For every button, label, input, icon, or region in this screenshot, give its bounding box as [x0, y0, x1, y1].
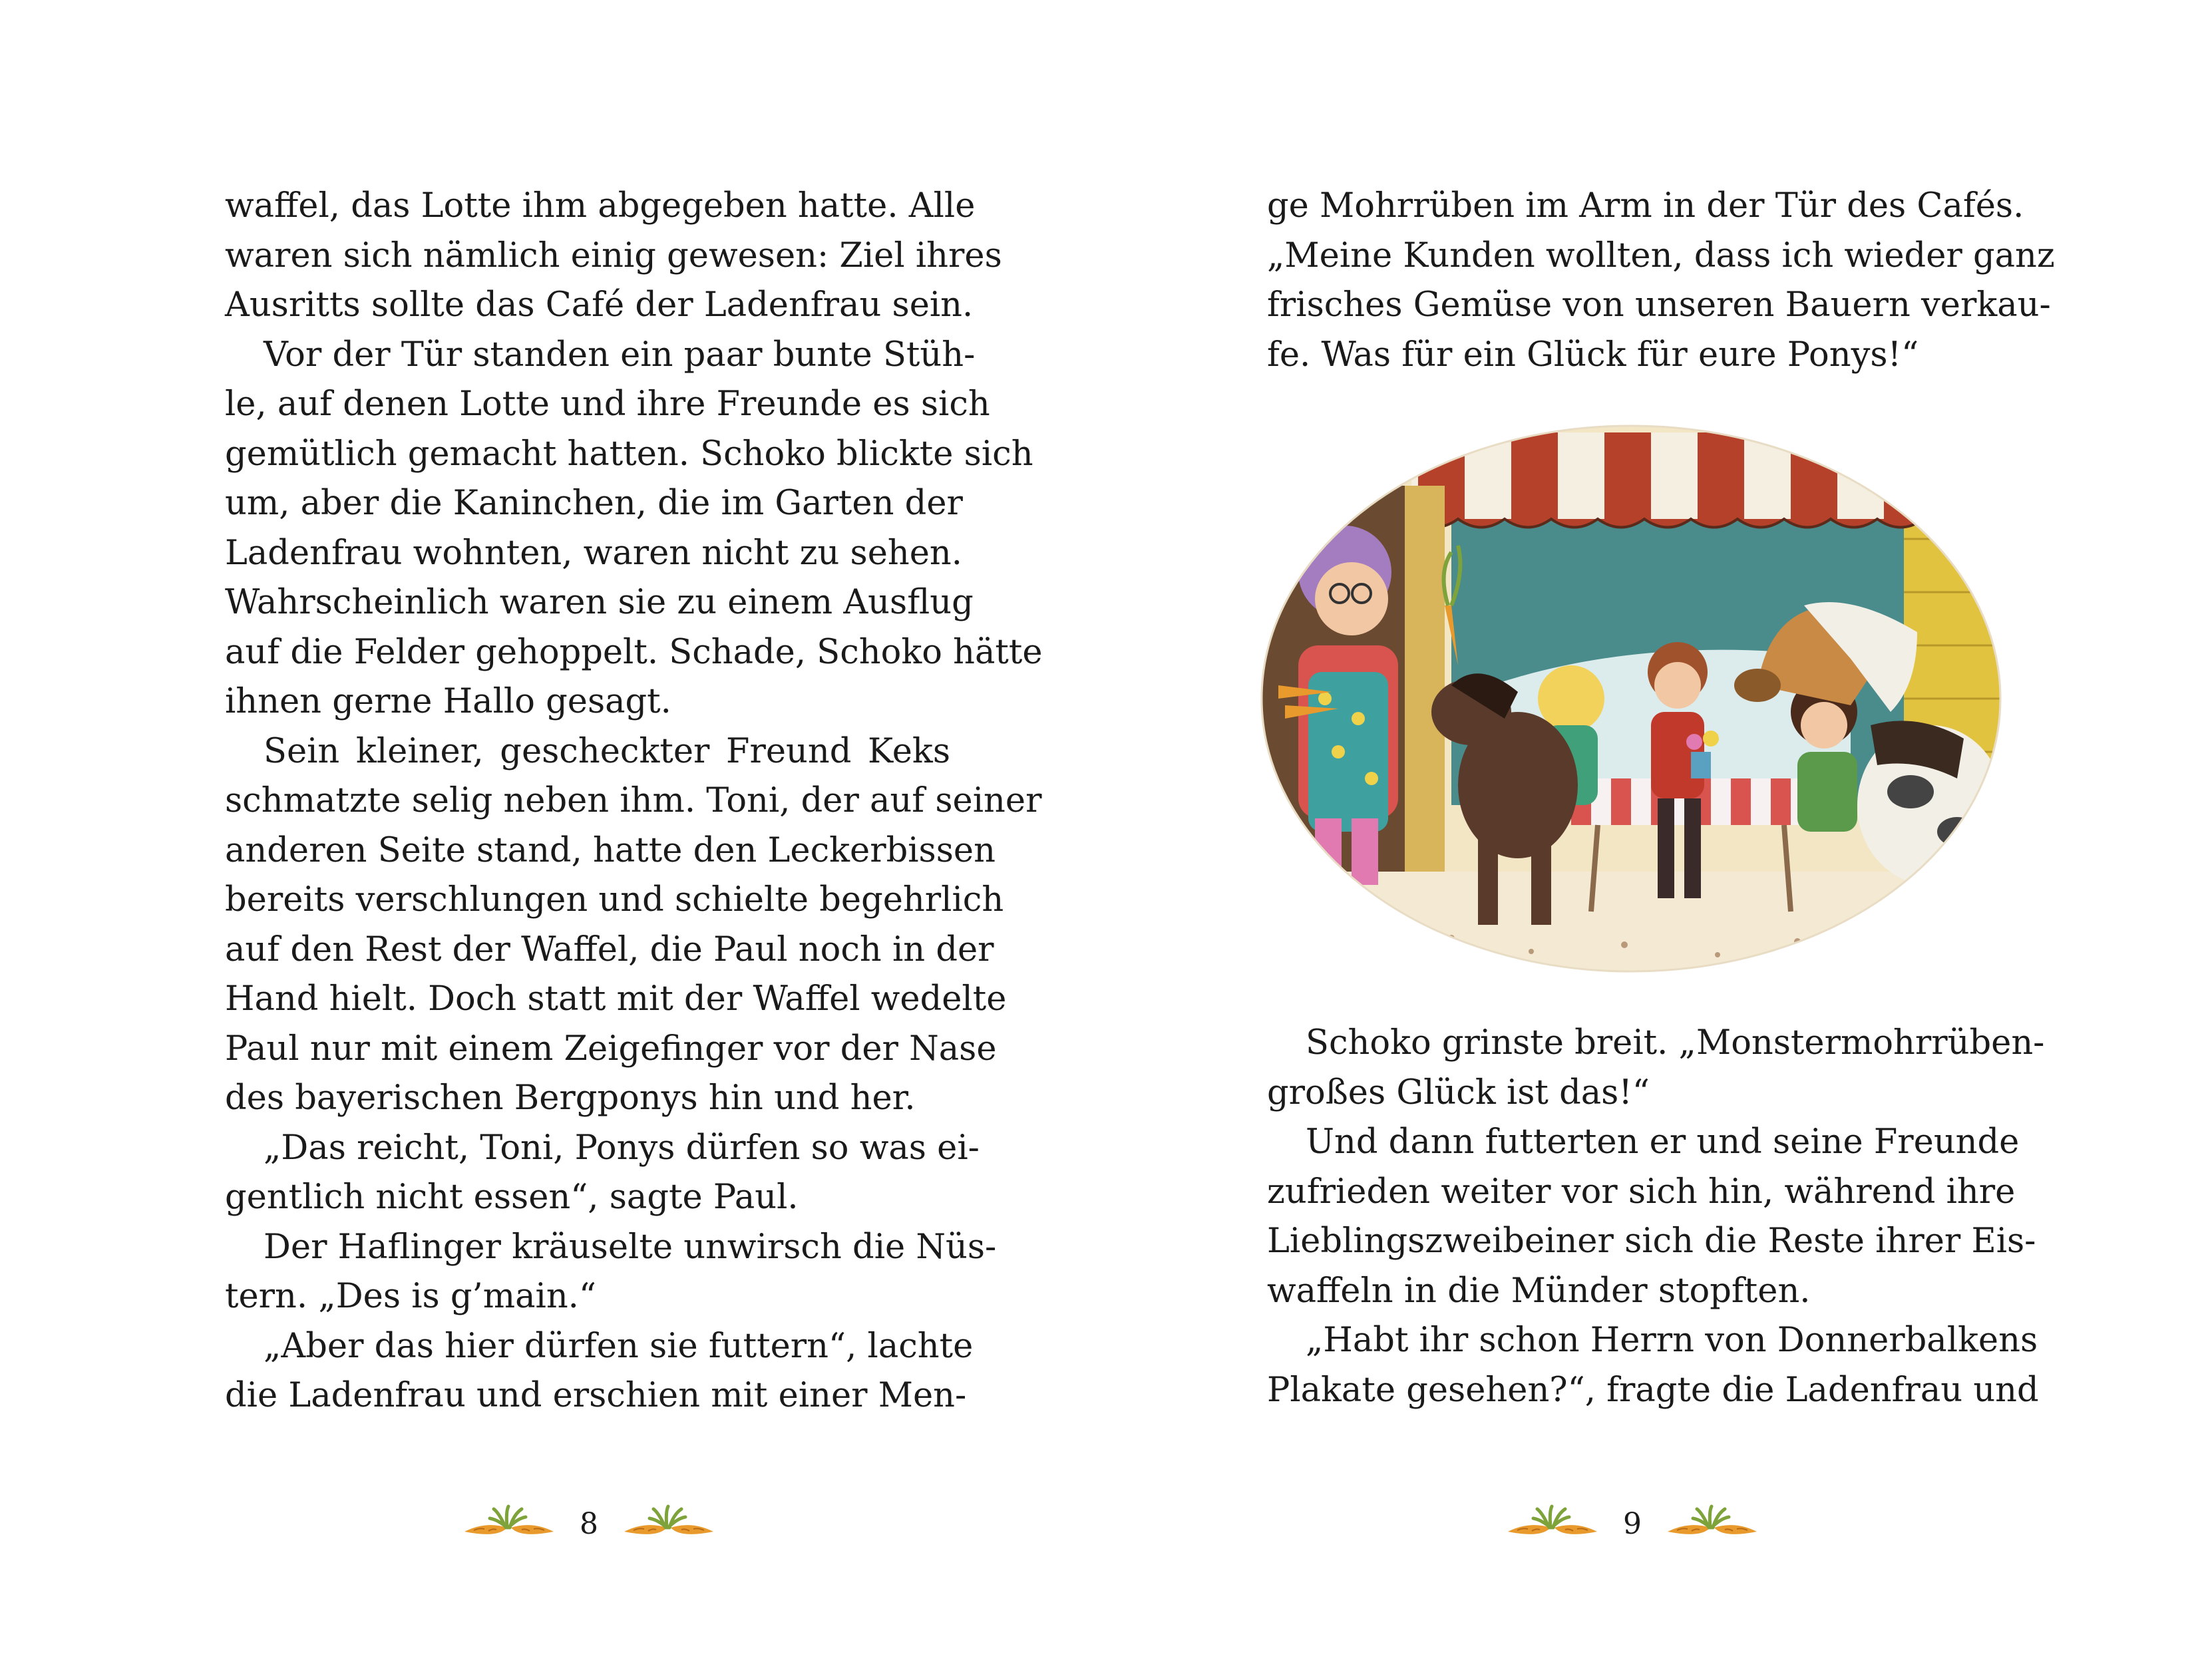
text-line: schmatzte selig neben ihm. Toni, der auf seiner [225, 781, 1042, 820]
carrot-ornament-icon [1662, 1500, 1762, 1547]
left-page-text [225, 182, 1043, 1421]
text-line: Und dann futterten er und seine Freunde [1306, 1122, 2020, 1162]
text-line: Paul nur mit einem Zeigefinger vor der Nase [225, 1029, 997, 1069]
text-line: des bayerischen Bergponys hin und her. [225, 1079, 916, 1118]
cafe-ponies-illustration [1252, 406, 2010, 991]
text-line: ge Mohrrüben im Arm in der Tür des Cafés. [1267, 186, 2024, 226]
carrot-ornament-icon [459, 1500, 559, 1547]
text-line: fe. Was für ein Glück für eure Ponys!“ [1267, 335, 1919, 375]
page-number: 8 [580, 1506, 598, 1541]
carrot-ornament-icon [1503, 1500, 1602, 1547]
text-line: auf den Rest der Waffel, die Paul noch in der [225, 929, 994, 969]
text-line: die Ladenfrau und erschien mit einer Men- [225, 1376, 967, 1415]
text-line: gentlich nicht essen“, sagte Paul. [225, 1178, 799, 1217]
text-line: Der Haflinger kräuselte unwirsch die Nüs- [264, 1227, 997, 1267]
text-line: großes Glück ist das!“ [1267, 1073, 1650, 1112]
text-line: anderen Seite stand, hatte den Leckerbissen [225, 830, 996, 870]
text-line: um, aber die Kaninchen, die im Garten der [225, 484, 963, 523]
text-line: „Meine Kunden wollten, dass ich wieder ganz [1267, 236, 2055, 275]
text-line: gemütlich gemacht hatten. Schoko blickte sich [225, 434, 1033, 474]
right-page-text-top [1267, 182, 2055, 380]
text-line: zufrieden weiter vor sich hin, während ihre [1267, 1172, 2016, 1212]
text-line: waffel, das Lotte ihm abgegeben hatte. Alle [225, 186, 976, 226]
text-line: Sein kleiner, gescheckter Freund Keks [264, 731, 950, 771]
right-page-text-bottom [1267, 1019, 2045, 1415]
text-line: bereits verschlungen und schielte begehrlich [225, 880, 1004, 920]
carrot-ornament-icon [619, 1500, 719, 1547]
text-line: Schoko grinste breit. „Monstermohrrüben- [1306, 1023, 2045, 1063]
text-line: „Aber das hier dürfen sie futtern“, lachte [264, 1326, 974, 1366]
page-footer [459, 1500, 719, 1547]
text-line: waren sich nämlich einig gewesen: Ziel ihres [225, 236, 1002, 275]
text-line: tern. „Des is g’main.“ [225, 1277, 596, 1316]
text-line: Wahrscheinlich waren sie zu einem Ausflug [225, 583, 974, 622]
text-line: Plakate gesehen?“, fragte die Ladenfrau und [1267, 1370, 2039, 1410]
text-line: Lieblingszweibeiner sich die Reste ihrer Eis- [1267, 1222, 2036, 1261]
text-line: Ausritts sollte das Café der Ladenfrau sein. [225, 285, 974, 325]
text-line: „Habt ihr schon Herrn von Donnerbalkens [1306, 1321, 2038, 1360]
page-footer [1503, 1500, 1762, 1547]
text-line: Hand hielt. Doch statt mit der Waffel wedelte [225, 979, 1007, 1019]
text-line: le, auf denen Lotte und ihre Freunde es sich [225, 385, 990, 424]
text-line: ihnen gerne Hallo gesagt. [225, 682, 671, 721]
text-line: auf die Felder gehoppelt. Schade, Schoko hätte [225, 632, 1043, 672]
text-line: Vor der Tür standen ein paar bunte Stüh- [264, 335, 976, 375]
page-number: 9 [1623, 1506, 1642, 1541]
text-line: „Das reicht, Toni, Ponys dürfen so was ei- [264, 1128, 980, 1168]
text-line: waffeln in die Münder stopften. [1267, 1271, 1811, 1311]
text-line: frisches Gemüse von unseren Bauern verkau- [1267, 285, 2051, 325]
text-line: Ladenfrau wohnten, waren nicht zu sehen. [225, 533, 962, 573]
right-page [1099, 0, 2198, 1680]
